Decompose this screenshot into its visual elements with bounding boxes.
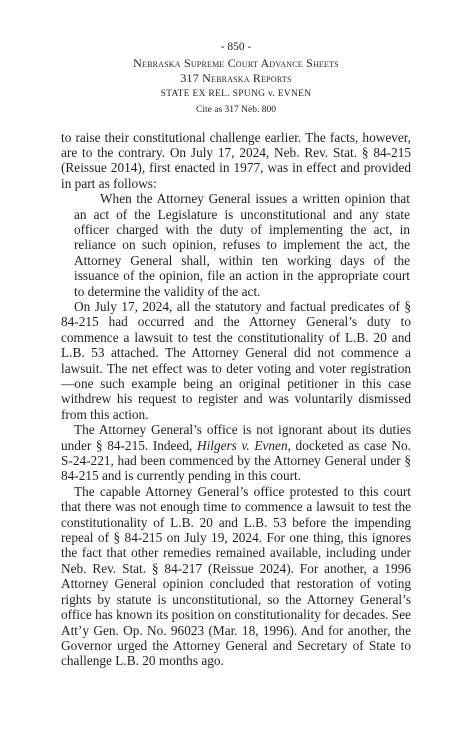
page-number: - 850 -	[220, 41, 252, 53]
paragraph-continuation: to raise their constitutional challenge earlier. The facts, however, are to the contrary. On July 17, 2024, Neb. Rev. Stat. § 84-215 (Reissue 2014), first enacted in 1977, was in effect and provided in part as follows:	[61, 129, 411, 191]
paragraph-duty: On July 17, 2024, all the statutory and factual predicates of § 84-215 had occurred and the Attorney General’s duty to commence a lawsuit to test the constitutionality of L.B. 20 and L.B. 53 attached. The Attorney General did not commence a lawsuit. The net effect was to deter voting and voter registration—one such example being an original petitioner in this case withdrew his request to register and was voluntarily dismissed from this action.	[61, 298, 411, 422]
paragraph-hilgers-text-before: The Attorney General’s office is not ignorant about its duties under § 84-215. Indeed,	[61, 422, 411, 453]
reporter-title: Nebraska Supreme Court Advance Sheets	[133, 55, 339, 70]
paragraph-hilgers	[61, 422, 411, 484]
citation: Cite as 317 Neb. 800	[196, 105, 276, 115]
paragraph-hilgers-text-after: , docketed as case No. S-24-221, had been commenced by the Attorney General under § 84-215 and is currently pending in this court.	[61, 437, 411, 484]
case-citation-italic: Hilgers v. Evnen	[196, 437, 288, 453]
opinion-body	[61, 130, 411, 669]
paragraph-timing: The capable Attorney General’s office protested to this court that there was not enough time to commence a lawsuit to test the constitutionality of L.B. 20 and L.B. 53 before the impending repeal of § 84-215 on July 19, 2024. For one thing, this ignores the fact that other remedies remained available, including under Neb. Rev. Stat. § 84-217 (Reissue 2024). For another, a 1996 Attorney General opinion concluded that restoration of voting rights by statute is unconstitutional, so the Attorney General’s office has known its position on constitutionality for decades. See Att’y Gen. Op. No. 96023 (Mar. 18, 1996). And for another, the Governor urged the Attorney General and Secretary of State to challenge L.B. 20 months ago.	[61, 483, 411, 669]
case-name: STATE EX REL. SPUNG v. EVNEN	[160, 88, 312, 99]
page-header	[61, 40, 411, 119]
reporter-volume: 317 Nebraska Reports	[180, 71, 292, 85]
statute-block-quote: When the Attorney General issues a written opinion that an act of the Legislature is unconstitutional and any state officer charged with the duty of implementing the act, in reliance on such opinion, refuses to implement the act, the Attorney General shall, within ten working days of the issuance of the opinion, file an action in the appropriate court to determine the validity of the act.	[74, 191, 410, 299]
opinion-page	[61, 40, 411, 669]
